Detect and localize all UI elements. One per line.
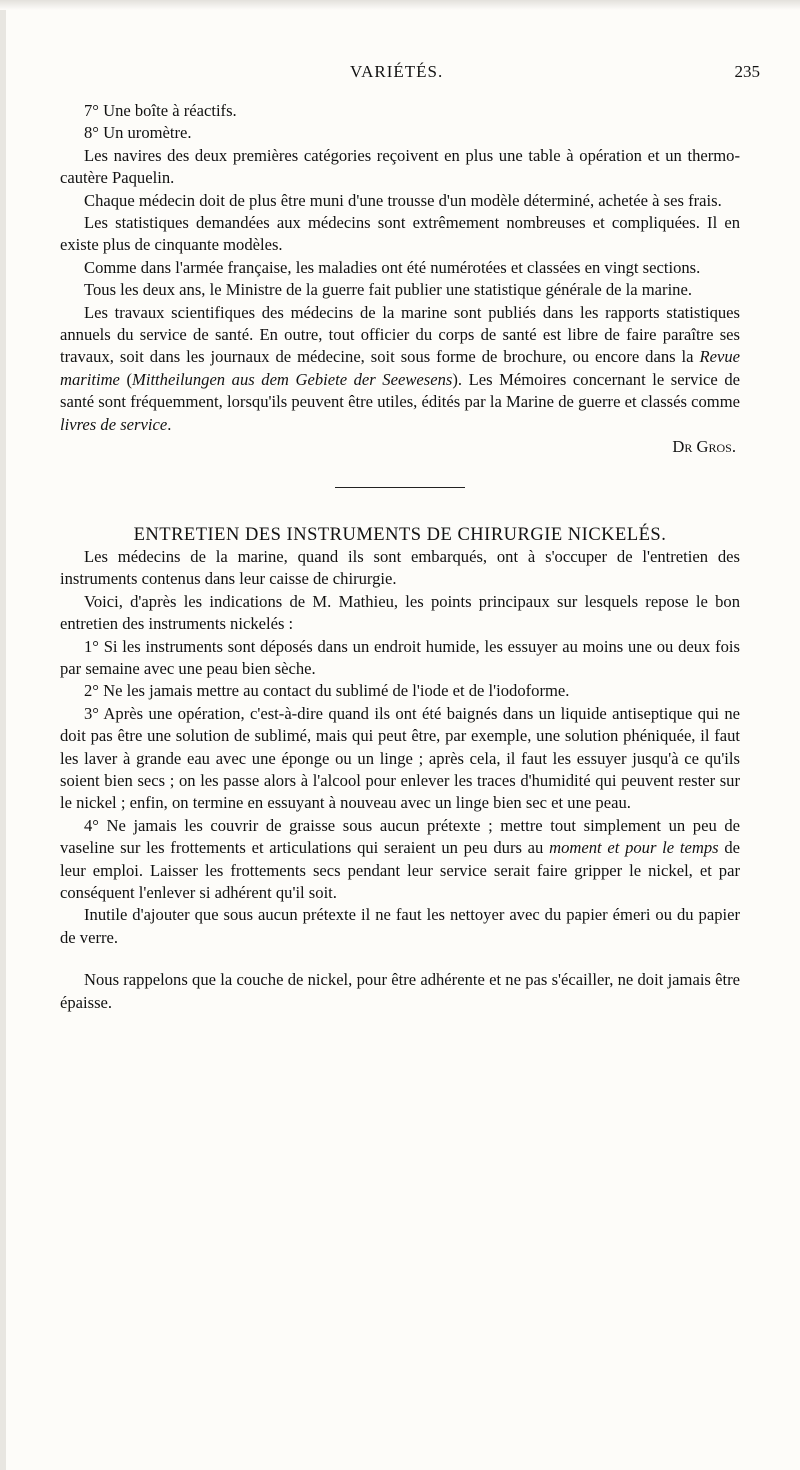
section-divider — [335, 487, 465, 488]
paragraph: Voici, d'après les indications de M. Mathieu, les points principaux sur lesquels repose le bon entretien des instruments nickelés : — [60, 591, 740, 634]
list-item-3: 3° Après une opération, c'est-à-dire quand ils ont été baignés dans un liquide antiseptique qui ne doit pas être une solution de sublimé, mais qui peut être, par exemple, une solution phéniquée, il faut les laver à grande eau avec une éponge ou un linge ; après cela, il faut les essuyer jusqu'à ce qu'ils soient bien secs ; on les passe alors à l'alcool pour enlever les traces d'humidité qui peuvent rester sur le nickel ; enfin, on termine en essuyant à nouveau avec un linge bien sec et une peau. — [60, 703, 740, 813]
page-top-shadow — [0, 0, 800, 10]
text-run: ). Les Mémoires concernant le service de santé sont fréquemment, lorsqu'ils peuvent être utiles, édités par la Marine de guerre et classés comme — [60, 369, 741, 412]
running-title: VARIÉTÉS. — [350, 62, 444, 81]
text-run: 4° Ne jamais les couvrir de graisse sous aucun prétexte ; mettre tout simplement un peu de vaseline sur les frottements et articulations qui seraient un peu durs au — [60, 815, 740, 858]
journal-title: Revue maritime — [60, 347, 740, 389]
paragraph: Les navires des deux premières catégories reçoivent en plus une table à opération et un thermo-cautère Paquelin. — [60, 145, 740, 188]
text-run: Les travaux scientifiques des médecins de la marine sont publiés dans les rapports statistiques annuels du service de santé. En outre, tout officier du corps de santé est libre de faire paraître ses travaux, soit dans les journaux de médecine, soit sous forme de brochure, ou encore dans la — [60, 302, 740, 367]
list-item-8: 8° Un uromètre. — [84, 123, 192, 143]
paragraph-publications — [60, 302, 740, 436]
german-title: Mittheilungen aus dem Gebiete der Seewesens — [132, 369, 453, 389]
page-number: 235 — [734, 62, 760, 81]
list-item-4 — [60, 815, 740, 905]
list-item-7: 7° Une boîte à réactifs. — [84, 101, 237, 120]
livres-de-service: livres de service — [60, 414, 168, 434]
list-item-2: 2° Ne les jamais mettre au contact du sublimé de l'iode et de l'iodoforme. — [84, 681, 570, 701]
text-run: ( — [119, 369, 133, 389]
text-run: . — [167, 414, 172, 434]
text-run: de leur emploi. Laisser les frottements secs pendant leur service serait faire gripper le nickel, et par conséquent l'enlever si adhérent qu'il soit. — [60, 838, 740, 902]
page-body — [60, 100, 740, 1014]
paragraph: Chaque médecin doit de plus être muni d'une trousse d'un modèle déterminé, achetée à ses frais. — [84, 190, 722, 210]
page-edge — [0, 0, 6, 1470]
running-head — [60, 62, 760, 88]
paragraph: Nous rappelons que la couche de nickel, pour être adhérente et ne pas s'écailler, ne doit jamais être épaisse. — [60, 970, 740, 1012]
paragraph: Inutile d'ajouter que sous aucun prétexte il ne faut les nettoyer avec du papier émeri ou du papier de verre. — [60, 905, 740, 947]
author-signature: Dr Gros. — [672, 437, 736, 457]
paragraph-gap — [60, 949, 740, 969]
section-title: ENTRETIEN DES INSTRUMENTS DE CHIRURGIE NICKELÉS. — [133, 524, 667, 545]
paragraph: Comme dans l'armée française, les maladies ont été numérotées et classées en vingt sections. — [84, 257, 701, 277]
paragraph: Tous les deux ans, le Ministre de la guerre fait publier une statistique générale de la marine. — [84, 280, 692, 300]
paragraph: Les médecins de la marine, quand ils sont embarqués, ont à s'occuper de l'entretien des instruments contenus dans leur caisse de chirurgie. — [60, 546, 740, 589]
paragraph: Les statistiques demandées aux médecins sont extrêmement nombreuses et compliquées. Il en existe plus de cinquante modèles. — [60, 213, 740, 255]
emphasis: moment et pour le temps — [549, 838, 719, 858]
list-item-1: 1° Si les instruments sont déposés dans un endroit humide, les essuyer au moins une ou deux fois par semaine avec une peau bien sèche. — [60, 636, 740, 678]
